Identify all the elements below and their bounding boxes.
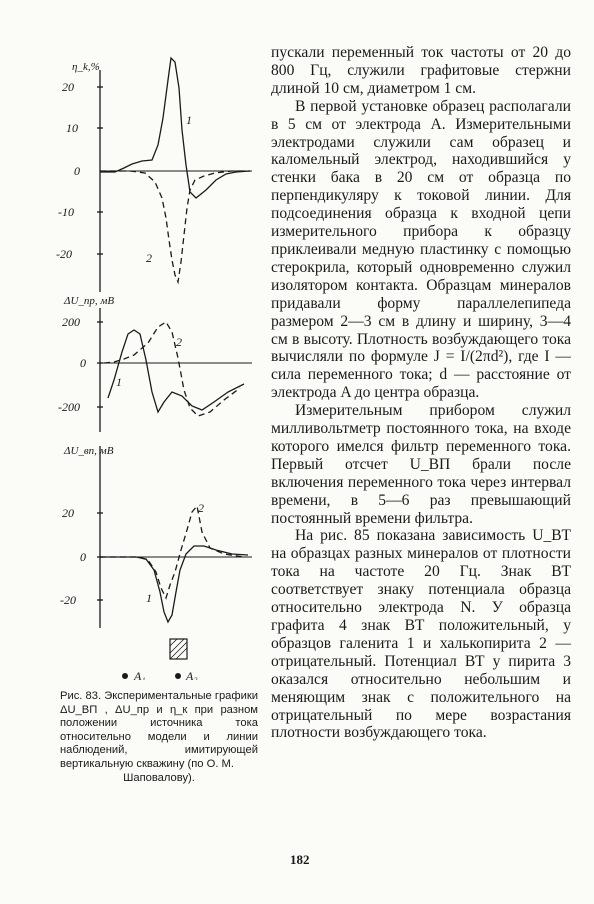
page-number: 182	[290, 852, 310, 867]
paragraph-3: Измерительным прибором служил милливольтметр постоянного тока, на входе которого имелся фильтр переменного тока. Первый отсчет U_ВП брали после включения переменного тока через интервал времени, в 5—6 раз превышающий постоянный времени фильтра.	[271, 402, 571, 527]
svg-text:-20: -20	[60, 593, 76, 607]
svg-text:1: 1	[186, 113, 192, 127]
svg-text:2: 2	[198, 501, 204, 515]
svg-text:20: 20	[62, 80, 74, 94]
svg-text:-20: -20	[56, 247, 72, 261]
dU-pr-ylabel: ΔU_пр, мВ	[64, 295, 115, 307]
eta-ylabel: η_k,%	[72, 61, 100, 73]
svg-text:2: 2	[146, 251, 152, 265]
paragraph-2: В первой установке образец располагали в 5 см от электрода A. Измерительными электродами служили сам образец и каломельный электрод, находившийся у стенки бака в 20 см от образца по перпендикуляру к токовой линии. Для подсоединения образца к входной цепи измерительного прибора к образцу приклеивали медную пластинку с помощью стерокрила, который одновременно служил изолятором контакта. Образцам минералов придавали форму параллелепипеда размером 2—3 см в длину и ширину, 3—4 см в высоту. Плотность возбуждающего тока вычисляли по формуле J = I/(2πd²), где I — сила переменного тока; d — расстояние от электрода A до центра образца.	[271, 97, 571, 402]
paragraph-4: На рис. 85 показана зависимость U_ВТ на образцах разных минералов от плотности тока на частоте 20 Гц. Знак ВТ соответствует знаку потенциала образца относительно электрода N. У образца графита 4 знак ВТ положительный, у образцов галенита 1 и халькопирита 2 — отрицательный. Потенциал ВТ у пирита 3 оказался относительно небольшим и меняющим знак с положительного на отрицательный по мере возрастания плотности возбуждающего тока.	[271, 527, 571, 742]
svg-text:10: 10	[66, 121, 78, 135]
svg-text:1: 1	[116, 375, 122, 389]
dU-pr-curve-2	[104, 322, 240, 416]
svg-text:A₁: A₁	[134, 669, 146, 680]
dU-vp-ylabel: ΔU_вп, мВ	[64, 445, 114, 457]
paragraph-1: пускали переменный ток частоты от 20 до 800 Гц, служили графитовые стержни длиной 10 см, диаметром 1 см.	[271, 44, 571, 97]
svg-text:-200: -200	[58, 400, 80, 414]
svg-text:-10: -10	[58, 205, 74, 219]
body-text	[271, 44, 571, 742]
svg-text:20: 20	[62, 506, 74, 520]
figure-caption: Рис. 83. Экспериментальные графики ΔU_ВП , ΔU_пр и η_к при разном положении источника тока относительно модели и линии наблюдений, имитирующей вертикальную скважину (по О. М. Шаповалову).	[60, 690, 258, 784]
svg-text:0: 0	[80, 550, 86, 564]
svg-text:2: 2	[176, 335, 182, 349]
svg-text:0: 0	[74, 164, 80, 178]
svg-text:1: 1	[146, 591, 152, 605]
svg-text:A₂: A₂	[186, 669, 198, 680]
figure-83	[0, 40, 270, 680]
eta-curve-1	[100, 58, 250, 198]
svg-text:200: 200	[62, 315, 80, 329]
svg-text:0: 0	[80, 356, 86, 370]
eta-curve-2	[100, 171, 250, 282]
